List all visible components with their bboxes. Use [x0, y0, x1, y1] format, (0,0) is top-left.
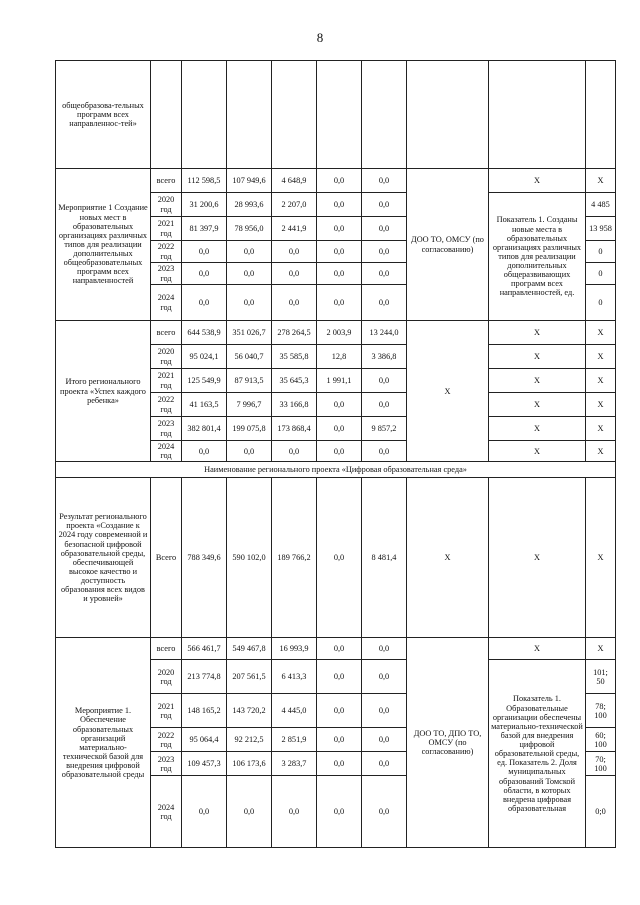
- table-row: 2021 год 148 165,2 143 720,2 4 445,0 0,0 0,0 78; 100: [56, 694, 616, 728]
- table-row: 2023 год 382 801,4 199 075,8 173 868,4 0,0 9 857,2 X X: [56, 417, 616, 441]
- result-name: Результат регионального проекта «Создание к 2024 году современной и безопасной цифровой образовательной среды, обеспечивающей высокое качество и доступность образования всех видов и уровней»: [56, 478, 151, 638]
- budget-table: [55, 60, 616, 848]
- table-row: 2022 год 95 064,4 92 212,5 2 851,9 0,0 0,0 60; 100: [56, 728, 616, 752]
- event2-executor: ДОО ТО, ДПО ТО, ОМСУ (по согласованию): [407, 638, 489, 848]
- table-row: 2024 год 0,0 0,0 0,0 0,0 0,0 0;0: [56, 776, 616, 848]
- table-row: 2024 год 0,0 0,0 0,0 0,0 0,0 X X: [56, 441, 616, 462]
- table-row: 2020 год 31 200,6 28 993,6 2 207,0 0,0 0,0 Показатель 1. Созданы новые места в образовательных организациях различных типов для реализации дополнительных общеразвивающих программ всех направленностей, ед. 4 485: [56, 193, 616, 217]
- continuation-label: общеобразова-тельных программ всех направленнос-тей»: [56, 61, 151, 169]
- table-row: 2020 год 213 774,8 207 561,5 6 413,3 0,0 0,0 Показатель 1. Образовательные организации обеспечены материально-технической базой для внедрения цифровой образовательной среды, ед. Показатель 2. Доля муниципальных образований Томской области, в которых внедрена цифровая образовательная 101; 50: [56, 660, 616, 694]
- table-row: 2023 год 0,0 0,0 0,0 0,0 0,0 0: [56, 263, 616, 285]
- event1-name: Мероприятие 1 Создание новых мест в образовательных организациях различных типов для реализации дополнительных общеобразовательных программ всех направленностей: [56, 169, 151, 321]
- section-title: Наименование регионального проекта «Цифровая образовательная среда»: [56, 462, 616, 478]
- event1-indicator: Показатель 1. Созданы новые места в образовательных организациях различных типов для реализации дополнительных общеразвивающих программ всех направленностей, ед.: [489, 193, 586, 321]
- table-row: 2020 год 95 024,1 56 040,7 35 585,8 12,8 3 386,8 X X: [56, 345, 616, 369]
- result-row: Результат регионального проекта «Создание к 2024 году современной и безопасной цифровой образовательной среды, обеспечивающей высокое качество и доступность образования всех видов и уровней» Всего 788 349,6 590 102,0 189 766,2 0,0 8 481,4 X X X: [56, 478, 616, 638]
- page-number: 8: [316, 30, 324, 45]
- table-row: Мероприятие 1. Обеспечение образовательных организаций материально-технической базой для внедрения цифровой образовательной среды всего 566 461,7 549 467,8 16 993,9 0,0 0,0 ДОО ТО, ДПО ТО, ОМСУ (по согласованию) X X: [56, 638, 616, 660]
- event2-indicator: Показатель 1. Образовательные организации обеспечены материально-технической базой для внедрения цифровой образовательной среды, ед. Показатель 2. Доля муниципальных образований Томской области, в которых внедрена цифровая образовательная: [489, 660, 586, 848]
- table-row: 2022 год 0,0 0,0 0,0 0,0 0,0 0: [56, 241, 616, 263]
- table-row: 2021 год 125 549,9 87 913,5 35 645,3 1 991,1 0,0 X X: [56, 369, 616, 393]
- section-header-row: [56, 462, 616, 478]
- total-name: Итого регионального проекта «Успех каждого ребенка»: [56, 321, 151, 462]
- table-row: 2024 год 0,0 0,0 0,0 0,0 0,0 0: [56, 285, 616, 321]
- table-row: Итого регионального проекта «Успех каждого ребенка» всего 644 538,9 351 026,7 278 264,5 2 003,9 13 244,0 X X X: [56, 321, 616, 345]
- table-row: 2023 год 109 457,3 106 173,6 3 283,7 0,0 0,0 70; 100: [56, 752, 616, 776]
- table-row: 2022 год 41 163,5 7 996,7 33 166,8 0,0 0,0 X X: [56, 393, 616, 417]
- event1-executor: ДОО ТО, ОМСУ (по согласованию): [407, 169, 489, 321]
- total-executor: X: [407, 321, 489, 462]
- event2-name: Мероприятие 1. Обеспечение образовательных организаций материально-технической базой для внедрения цифровой образовательной среды: [56, 638, 151, 848]
- continuation-row: [56, 61, 616, 169]
- table-row: 2021 год 81 397,9 78 956,0 2 441,9 0,0 0,0 13 958: [56, 217, 616, 241]
- table-row: Мероприятие 1 Создание новых мест в образовательных организациях различных типов для реализации дополнительных общеобразовательных программ всех направленностей всего 112 598,5 107 949,6 4 648,9 0,0 0,0 ДОО ТО, ОМСУ (по согласованию) X X: [56, 169, 616, 193]
